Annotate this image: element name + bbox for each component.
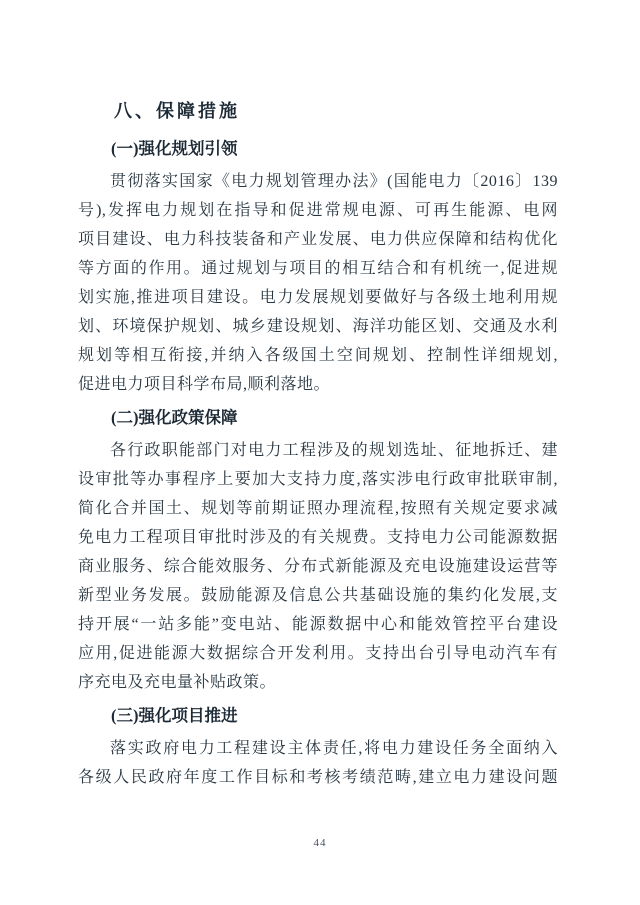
text-line: 商业服务、综合能效服务、分布式新能源及充电设施建设运营等 [78, 558, 558, 575]
text-line: 设审批等办事程序上要加大支持力度,落实涉电行政审批联审制, [78, 471, 558, 488]
text-line: 规划等相互衔接,并纳入各级国土空间规划、控制性详细规划, [78, 347, 558, 364]
text-line: 应用,促进能源大数据综合开发利用。支持出台引导电动汽车有 [78, 645, 558, 662]
text-line: 号),发挥电力规划在指导和促进常规电源、可再生能源、电网 [78, 202, 558, 219]
paragraph [78, 436, 558, 697]
section-strengthen-planning-guidance [78, 134, 558, 399]
text-line: 项目建设、电力科技装备和产业发展、电力供应保障和结构优化 [78, 231, 558, 248]
page-number: 44 [313, 837, 327, 849]
text-line: 促进电力项目科学布局,顺利落地。 [78, 376, 331, 393]
text-line: 划、环境保护规划、城乡建设规划、海洋功能区划、交通及水利 [78, 318, 558, 335]
document-content [78, 97, 558, 792]
chapter-heading: 八、保障措施 [114, 101, 240, 121]
section-heading: (二)强化政策保障 [111, 408, 238, 427]
text-line: 持开展“一站多能”变电站、能源数据中心和能效管控平台建设 [78, 616, 558, 633]
paragraph [78, 734, 558, 792]
paragraph [78, 167, 558, 399]
section-strengthen-project-advancement [78, 701, 558, 792]
text-line: 简化合并国土、规划等前期证照办理流程,按照有关规定要求减 [78, 500, 558, 517]
text-line: 各级人民政府年度工作目标和考核考绩范畴,建立电力建设问题 [78, 769, 558, 786]
text-line: 免电力工程项目审批时涉及的有关规费。支持电力公司能源数据 [78, 529, 558, 546]
text-line: 各行政职能部门对电力工程涉及的规划选址、征地拆迁、建 [110, 442, 558, 459]
section-strengthen-policy-support [78, 403, 558, 697]
text-line: 划实施,推进项目建设。电力发展规划要做好与各级土地利用规 [78, 289, 558, 306]
text-line: 贯彻落实国家《电力规划管理办法》(国能电力〔2016〕139 [110, 173, 558, 190]
text-line: 新型业务发展。鼓励能源及信息公共基础设施的集约化发展,支 [78, 587, 558, 604]
text-line: 等方面的作用。通过规划与项目的相互结合和有机统一,促进规 [78, 260, 558, 277]
section-heading: (三)强化项目推进 [111, 706, 238, 725]
section-heading: (一)强化规划引领 [111, 139, 238, 158]
text-line: 序充电及充电量补贴政策。 [78, 674, 277, 691]
text-line: 落实政府电力工程建设主体责任,将电力建设任务全面纳入 [110, 740, 558, 757]
